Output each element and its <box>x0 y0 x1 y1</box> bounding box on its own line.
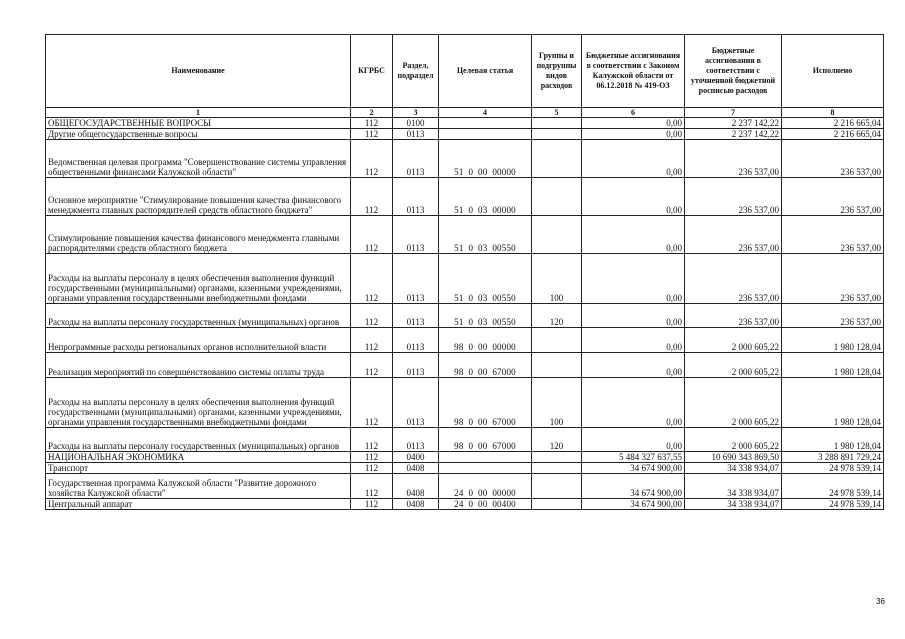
row-assign-refined: 236 537,00 <box>685 178 782 216</box>
row-assign-refined: 2 000 605,22 <box>685 428 782 452</box>
row-name: Реализация мероприятий по совершенствованию системы оплаты труда <box>46 353 351 378</box>
row-ispolneno: 1 980 128,04 <box>782 378 884 428</box>
column-number: 3 <box>393 108 439 118</box>
row-name: Расходы на выплаты персоналу государственных (муниципальных) органов <box>46 428 351 452</box>
column-number: 2 <box>351 108 393 118</box>
row-kgrbs: 112 <box>351 304 393 328</box>
table-row <box>46 463 884 474</box>
row-assign-law: 0,00 <box>582 328 685 353</box>
column-number: 7 <box>685 108 782 118</box>
row-name: Ведомственная целевая программа "Совершенствование системы управления общественными финансами Калужской области" <box>46 140 351 178</box>
row-name: НАЦИОНАЛЬНАЯ ЭКОНОМИКА <box>46 452 351 463</box>
row-gruppa-vidov: 120 <box>532 304 582 328</box>
row-assign-law: 34 674 900,00 <box>582 463 685 474</box>
row-celevaya-statya <box>439 463 532 474</box>
header-gruppy: Группы и подгруппы видов расходов <box>532 35 582 108</box>
row-ispolneno: 1 980 128,04 <box>782 428 884 452</box>
table-row <box>46 474 884 499</box>
row-assign-law: 0,00 <box>582 129 685 140</box>
row-celevaya-statya <box>439 129 532 140</box>
column-number: 8 <box>782 108 884 118</box>
row-name: Непрограммные расходы региональных органов исполнительной власти <box>46 328 351 353</box>
table-row <box>46 304 884 328</box>
row-ispolneno: 236 537,00 <box>782 304 884 328</box>
row-ispolneno: 24 978 539,14 <box>782 474 884 499</box>
row-gruppa-vidov <box>532 474 582 499</box>
row-kgrbs: 112 <box>351 378 393 428</box>
row-assign-refined: 236 537,00 <box>685 140 782 178</box>
row-name: Расходы на выплаты персоналу государственных (муниципальных) органов <box>46 304 351 328</box>
table-row <box>46 254 884 304</box>
row-razdel: 0113 <box>393 353 439 378</box>
row-name: Транспорт <box>46 463 351 474</box>
row-gruppa-vidov <box>532 178 582 216</box>
header-assign-law: Бюджетные ассигнования в соответствии с Законом Калужской области от 06.12.2018 № 419-ОЗ <box>582 35 685 108</box>
row-name: Центральный аппарат <box>46 499 351 510</box>
row-celevaya-statya: 51 0 03 00550 <box>439 216 532 254</box>
row-assign-refined: 34 338 934,07 <box>685 474 782 499</box>
row-razdel: 0113 <box>393 140 439 178</box>
table-row <box>46 499 884 510</box>
row-gruppa-vidov <box>532 118 582 129</box>
column-number: 4 <box>439 108 532 118</box>
row-celevaya-statya: 51 0 03 00550 <box>439 254 532 304</box>
column-number: 1 <box>46 108 351 118</box>
row-assign-refined: 10 690 343 869,50 <box>685 452 782 463</box>
row-gruppa-vidov <box>532 129 582 140</box>
row-kgrbs: 112 <box>351 474 393 499</box>
row-ispolneno: 3 288 891 729,24 <box>782 452 884 463</box>
row-gruppa-vidov <box>532 328 582 353</box>
table-row <box>46 378 884 428</box>
row-kgrbs: 112 <box>351 353 393 378</box>
row-kgrbs: 112 <box>351 463 393 474</box>
row-gruppa-vidov <box>532 353 582 378</box>
row-assign-refined: 236 537,00 <box>685 304 782 328</box>
row-celevaya-statya: 98 0 00 00000 <box>439 328 532 353</box>
row-razdel: 0113 <box>393 129 439 140</box>
page-number: 36 <box>876 597 885 606</box>
row-celevaya-statya: 51 0 03 00550 <box>439 304 532 328</box>
table-row <box>46 428 884 452</box>
row-name: ОБЩЕГОСУДАРСТВЕННЫЕ ВОПРОСЫ <box>46 118 351 129</box>
row-razdel: 0408 <box>393 499 439 510</box>
row-kgrbs: 112 <box>351 499 393 510</box>
row-celevaya-statya: 51 0 00 00000 <box>439 140 532 178</box>
row-name: Основное мероприятие "Стимулирование повышения качества финансового менеджмента главных распорядителей средств областного бюджета" <box>46 178 351 216</box>
row-ispolneno: 236 537,00 <box>782 178 884 216</box>
row-kgrbs: 112 <box>351 254 393 304</box>
row-celevaya-statya: 24 0 00 00000 <box>439 474 532 499</box>
header-name: Наименование <box>46 35 351 108</box>
row-celevaya-statya: 24 0 00 00400 <box>439 499 532 510</box>
row-name: Стимулирование повышения качества финансового менеджмента главными распорядителями средств областного бюджета <box>46 216 351 254</box>
row-assign-refined: 34 338 934,07 <box>685 499 782 510</box>
header-row <box>46 35 884 108</box>
row-assign-refined: 34 338 934,07 <box>685 463 782 474</box>
row-celevaya-statya <box>439 118 532 129</box>
row-ispolneno: 236 537,00 <box>782 140 884 178</box>
column-number: 6 <box>582 108 685 118</box>
row-razdel: 0408 <box>393 463 439 474</box>
row-assign-refined: 2 000 605,22 <box>685 378 782 428</box>
header-kgrbs: КГРБС <box>351 35 393 108</box>
row-kgrbs: 112 <box>351 216 393 254</box>
table-row <box>46 129 884 140</box>
table-body <box>46 118 884 510</box>
row-razdel: 0113 <box>393 178 439 216</box>
row-gruppa-vidov <box>532 499 582 510</box>
row-kgrbs: 112 <box>351 428 393 452</box>
row-razdel: 0113 <box>393 328 439 353</box>
row-assign-law: 0,00 <box>582 118 685 129</box>
row-kgrbs: 112 <box>351 140 393 178</box>
table-row <box>46 178 884 216</box>
row-gruppa-vidov <box>532 140 582 178</box>
row-assign-law: 0,00 <box>582 254 685 304</box>
row-assign-law: 0,00 <box>582 378 685 428</box>
row-name: Расходы на выплаты персоналу в целях обеспечения выполнения функций государственными (муниципальными) органами, казенными учреждениями, органами управления государственными внебюджетными фондами <box>46 378 351 428</box>
row-gruppa-vidov <box>532 216 582 254</box>
header-razdel: Раздел, подраздел <box>393 35 439 108</box>
row-assign-law: 34 674 900,00 <box>582 474 685 499</box>
row-assign-law: 5 484 327 637,55 <box>582 452 685 463</box>
header-celevaya: Целевая статья <box>439 35 532 108</box>
row-celevaya-statya: 98 0 00 67000 <box>439 378 532 428</box>
row-name: Другие общегосударственные вопросы <box>46 129 351 140</box>
row-ispolneno: 2 216 665,04 <box>782 118 884 129</box>
row-gruppa-vidov: 120 <box>532 428 582 452</box>
table-row <box>46 452 884 463</box>
row-gruppa-vidov: 100 <box>532 254 582 304</box>
row-ispolneno: 1 980 128,04 <box>782 328 884 353</box>
row-gruppa-vidov <box>532 452 582 463</box>
row-razdel: 0113 <box>393 216 439 254</box>
row-assign-refined: 236 537,00 <box>685 216 782 254</box>
row-ispolneno: 236 537,00 <box>782 216 884 254</box>
row-celevaya-statya: 98 0 00 67000 <box>439 353 532 378</box>
row-ispolneno: 2 216 665,04 <box>782 129 884 140</box>
column-number: 5 <box>532 108 582 118</box>
row-razdel: 0113 <box>393 304 439 328</box>
budget-table <box>45 34 884 510</box>
row-razdel: 0113 <box>393 254 439 304</box>
row-razdel: 0408 <box>393 474 439 499</box>
row-celevaya-statya <box>439 452 532 463</box>
row-name: Государственная программа Калужской области "Развитие дорожного хозяйства Калужской области" <box>46 474 351 499</box>
row-ispolneno: 24 978 539,14 <box>782 499 884 510</box>
table-row <box>46 353 884 378</box>
row-ispolneno: 24 978 539,14 <box>782 463 884 474</box>
row-ispolneno: 1 980 128,04 <box>782 353 884 378</box>
row-razdel: 0400 <box>393 452 439 463</box>
row-razdel: 0113 <box>393 428 439 452</box>
row-assign-law: 0,00 <box>582 140 685 178</box>
row-assign-law: 34 674 900,00 <box>582 499 685 510</box>
header-assign-refined: Бюджетные ассигнования в соответствии с уточненной бюджетной росписью расходов <box>685 35 782 108</box>
row-ispolneno: 236 537,00 <box>782 254 884 304</box>
row-assign-refined: 2 237 142,22 <box>685 118 782 129</box>
column-number-row <box>46 108 884 118</box>
row-kgrbs: 112 <box>351 328 393 353</box>
row-assign-refined: 236 537,00 <box>685 254 782 304</box>
row-celevaya-statya: 98 0 00 67000 <box>439 428 532 452</box>
row-celevaya-statya: 51 0 03 00000 <box>439 178 532 216</box>
row-kgrbs: 112 <box>351 178 393 216</box>
row-razdel: 0100 <box>393 118 439 129</box>
row-assign-law: 0,00 <box>582 353 685 378</box>
row-razdel: 0113 <box>393 378 439 428</box>
table-row <box>46 118 884 129</box>
row-assign-refined: 2 000 605,22 <box>685 328 782 353</box>
row-assign-law: 0,00 <box>582 216 685 254</box>
row-assign-refined: 2 000 605,22 <box>685 353 782 378</box>
row-assign-law: 0,00 <box>582 178 685 216</box>
row-kgrbs: 112 <box>351 118 393 129</box>
row-assign-law: 0,00 <box>582 304 685 328</box>
row-gruppa-vidov: 100 <box>532 378 582 428</box>
row-assign-refined: 2 237 142,22 <box>685 129 782 140</box>
row-kgrbs: 112 <box>351 452 393 463</box>
row-name: Расходы на выплаты персоналу в целях обеспечения выполнения функций государственными (муниципальными) органами, казенными учреждениями, органами управления государственными внебюджетными фондами <box>46 254 351 304</box>
row-gruppa-vidov <box>532 463 582 474</box>
row-kgrbs: 112 <box>351 129 393 140</box>
table-row <box>46 216 884 254</box>
header-ispolneno: Исполнено <box>782 35 884 108</box>
row-assign-law: 0,00 <box>582 428 685 452</box>
table-row <box>46 140 884 178</box>
table-row <box>46 328 884 353</box>
